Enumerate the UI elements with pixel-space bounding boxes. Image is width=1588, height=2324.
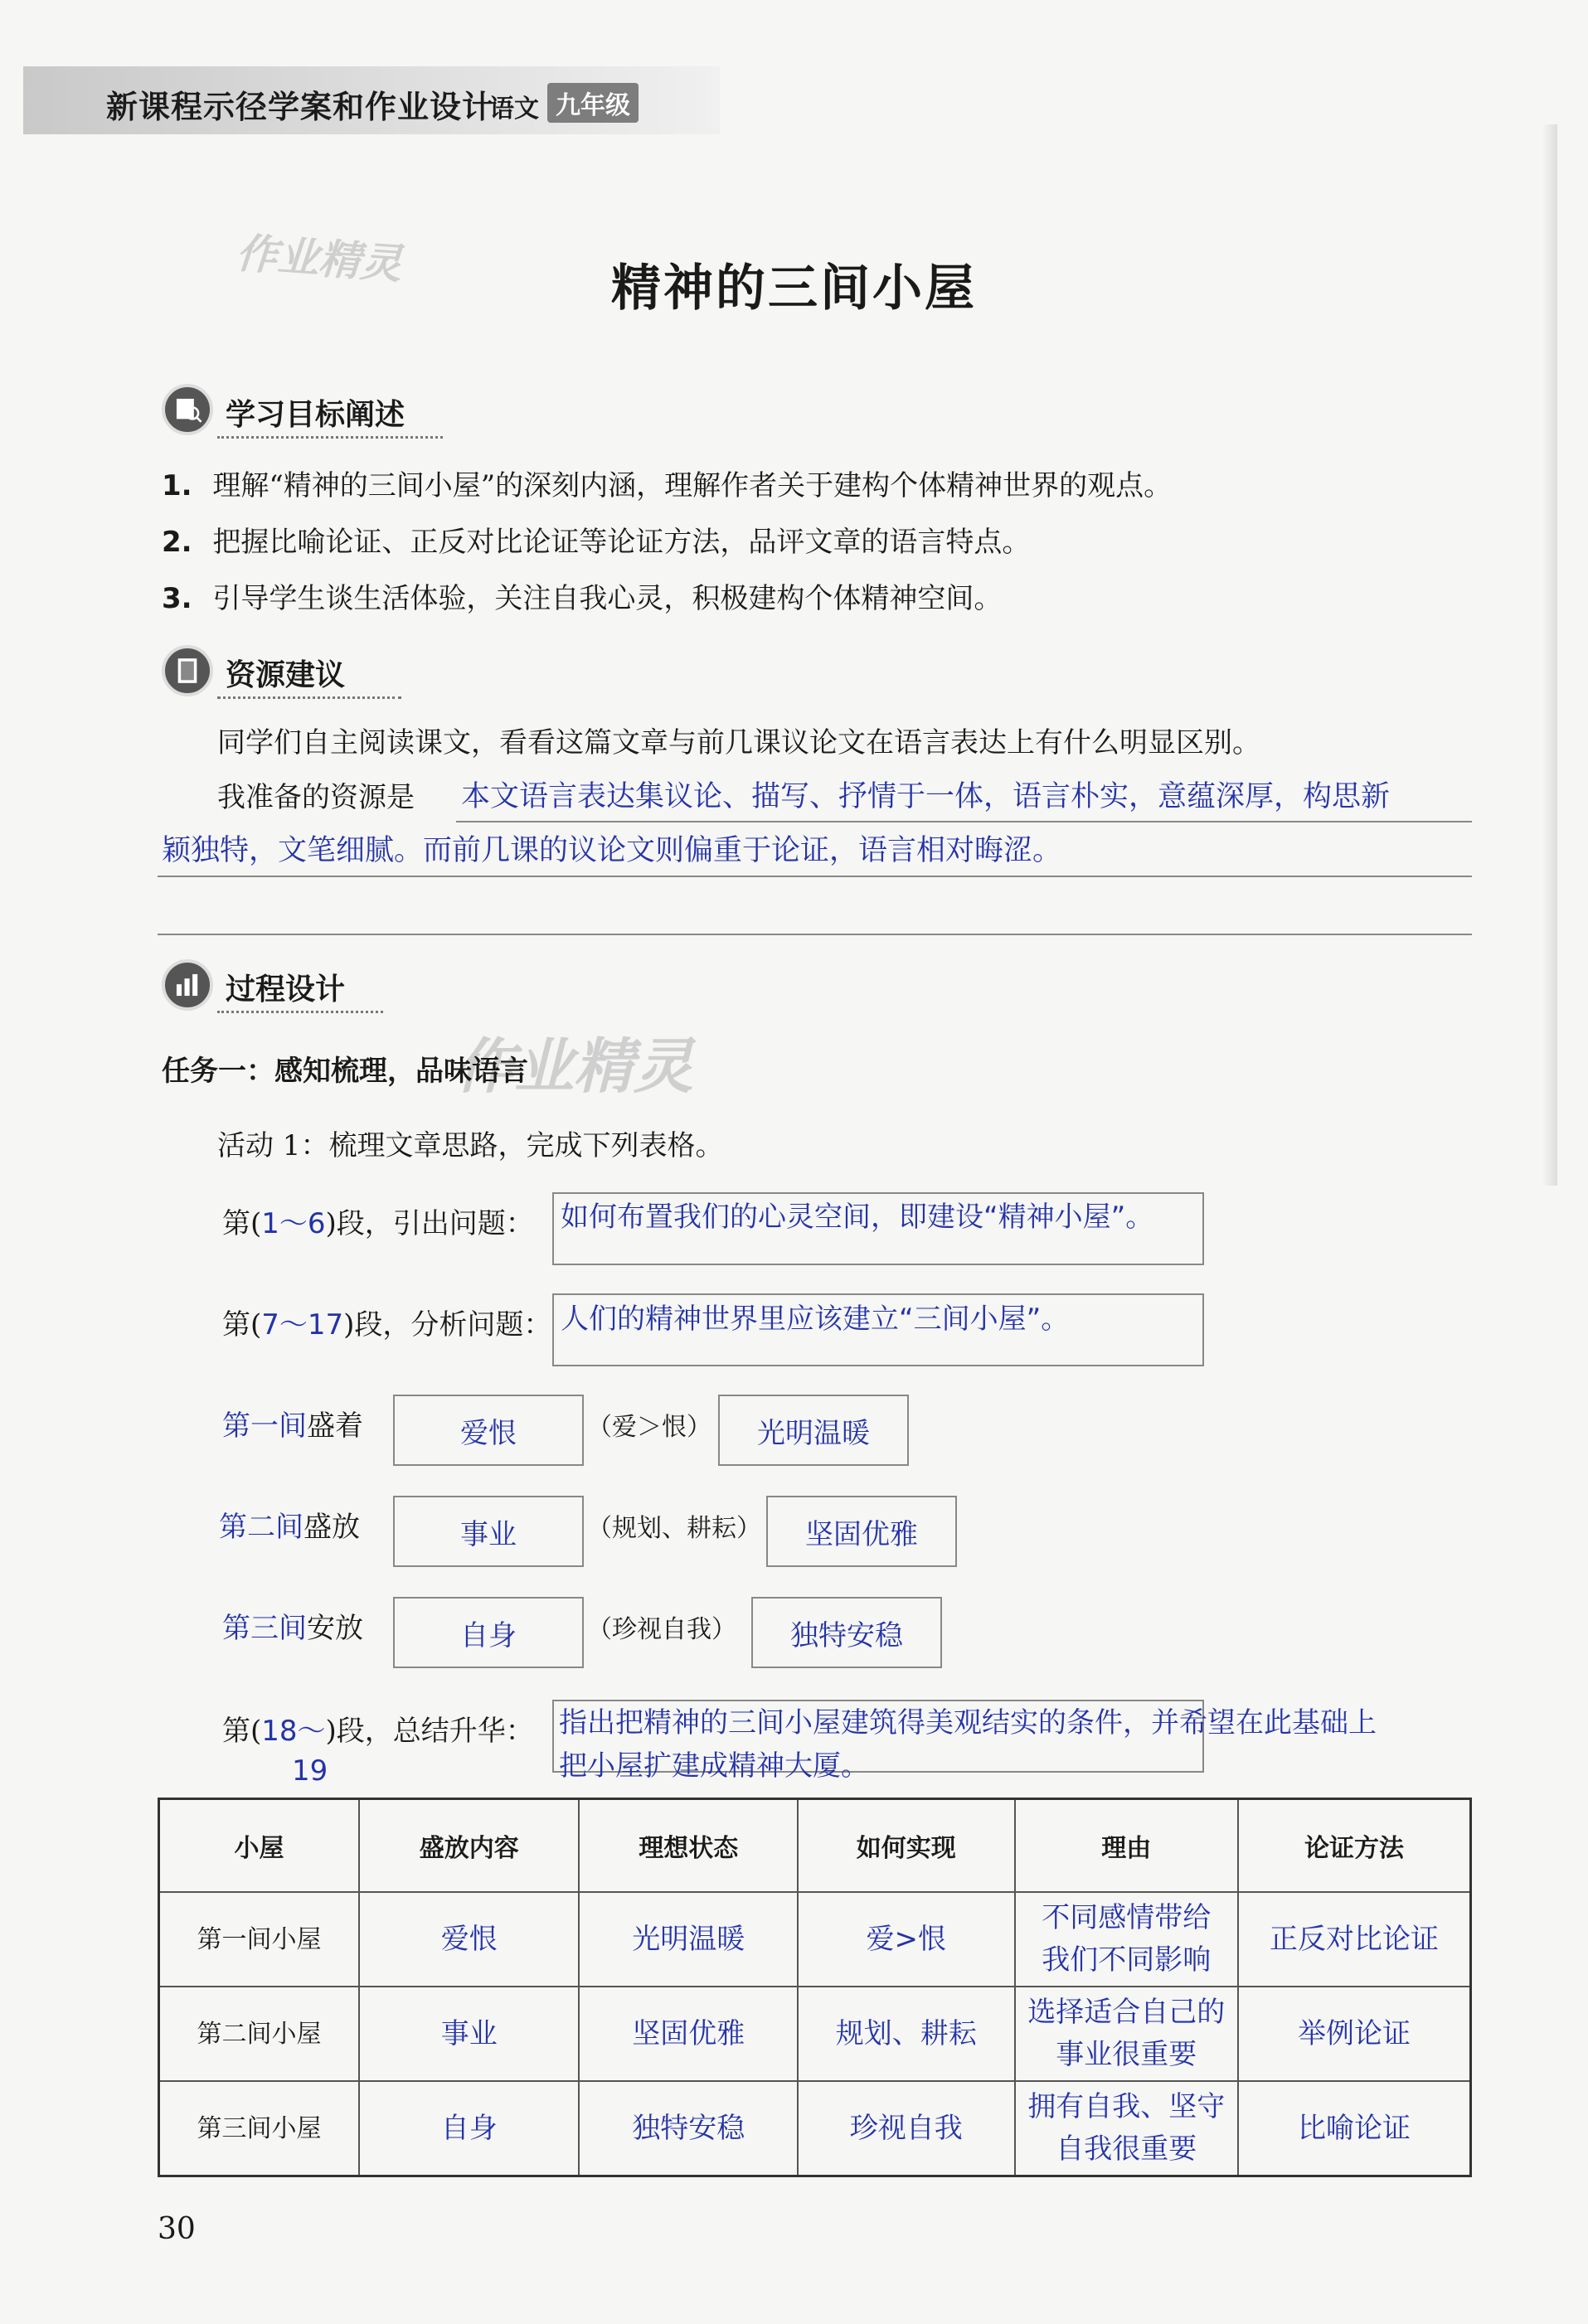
table-cell: 珍视自我 <box>798 2081 1015 2176</box>
table-cell: 坚固优雅 <box>579 1987 797 2081</box>
room-content-box: 自身 <box>393 1597 584 1668</box>
room-label: 第一间盛着 <box>222 1409 363 1443</box>
resources-prompt: 我准备的资源是 <box>217 781 415 814</box>
table-cell: 自身 <box>359 2081 579 2176</box>
table-cell: 爱>恨 <box>798 1892 1015 1987</box>
heading-underline <box>217 696 401 699</box>
table-cell: 爱恨 <box>359 1892 579 1987</box>
room-method: （规划、耕耘） <box>587 1514 761 1543</box>
table-cell: 独特安稳 <box>579 2081 797 2176</box>
resources-heading: 资源建议 <box>226 658 346 692</box>
task-heading: 任务一：感知梳理，品味语言 <box>162 1055 528 1088</box>
room-content-box: 爱恨 <box>393 1395 584 1466</box>
answer-text: 人们的精神世界里应该建立“三间小屋”。 <box>561 1303 1070 1336</box>
table-cell: 正反对比论证 <box>1238 1892 1470 1987</box>
series-title: 新课程示径学案和作业设计 <box>106 89 495 125</box>
column-header: 盛放内容 <box>359 1799 579 1893</box>
table-cell: 光明温暖 <box>579 1892 797 1987</box>
table-cell: 事业 <box>359 1987 579 2081</box>
table-row <box>159 1987 1471 2081</box>
table-cell: 规划、耕耘 <box>798 1987 1015 2081</box>
watermark: 作业精灵 <box>454 1031 694 1101</box>
answer-line <box>158 934 1472 935</box>
table-cell: 举例论证 <box>1238 1987 1470 2081</box>
paragraph-range-label: 第(7～17)段，分析问题： <box>222 1308 552 1342</box>
column-header: 如何实现 <box>798 1799 1015 1893</box>
room-method: （珍视自我） <box>587 1615 736 1644</box>
heading-underline <box>217 436 443 439</box>
room-state-box: 光明温暖 <box>718 1395 909 1466</box>
room-method: （爱＞恨） <box>587 1413 711 1442</box>
table-cell: 比喻论证 <box>1238 2081 1470 2176</box>
table-cell: 选择适合自己的 事业很重要 <box>1015 1987 1239 2081</box>
objective-item: 2. 把握比喻论证、正反对比论证等论证方法，品评文章的语言特点。 <box>162 526 1031 559</box>
table-cell: 不同感情带给 我们不同影响 <box>1015 1892 1239 1987</box>
table-cell: 第二间小屋 <box>159 1987 360 2081</box>
table-header-row <box>159 1799 1471 1893</box>
magnifier-book-icon <box>162 384 213 435</box>
paragraph-range-label: 第(1～6)段，引出问题： <box>222 1207 534 1240</box>
column-header: 小屋 <box>159 1799 360 1893</box>
resources-answer: 颖独特，文笔细腻。而前几课的议论文则偏重于论证，语言相对晦涩。 <box>162 834 1062 867</box>
watermark: 作业精灵 <box>234 229 404 289</box>
chart-icon <box>162 959 213 1011</box>
summary-table <box>158 1798 1472 2177</box>
resources-intro: 同学们自主阅读课文，看看这篇文章与前几课议论文在语言表达上有什么明显区别。 <box>217 726 1260 759</box>
grade-badge: 九年级 <box>547 83 639 123</box>
answer-text: 指出把精神的三间小屋建筑得美观结实的条件，并希望在此基础上 <box>559 1706 1377 1739</box>
room-state-box: 独特安稳 <box>751 1597 942 1668</box>
table-cell: 第三间小屋 <box>159 2081 360 2176</box>
page-title: 精神的三间小屋 <box>611 260 977 318</box>
table-cell: 拥有自我、坚守 自我很重要 <box>1015 2081 1239 2176</box>
page-number: 30 <box>158 2212 196 2246</box>
book-icon <box>162 645 213 696</box>
resources-answer: 本文语言表达集议论、描写、抒情于一体，语言朴实，意蕴深厚，构思新 <box>461 780 1391 813</box>
answer-text: 如何布置我们的心灵空间，即建设“精神小屋”。 <box>561 1201 1154 1234</box>
room-label: 第二间盛放 <box>219 1511 360 1544</box>
activity-instruction: 活动 1：梳理文章思路，完成下列表格。 <box>217 1129 724 1162</box>
paragraph-range-label: 第(18～)段，总结升华： <box>222 1715 534 1748</box>
column-header: 论证方法 <box>1238 1799 1470 1893</box>
room-content-box: 事业 <box>393 1496 584 1567</box>
answer-line <box>456 821 1472 822</box>
room-state-box: 坚固优雅 <box>766 1496 957 1567</box>
answer-text: 把小屋扩建成精神大厦。 <box>559 1749 869 1783</box>
objective-item: 3. 引导学生谈生活体验，关注自我心灵，积极建构个体精神空间。 <box>162 582 1003 615</box>
objectives-heading: 学习目标阐述 <box>226 398 405 432</box>
column-header: 理由 <box>1015 1799 1239 1893</box>
column-header: 理想状态 <box>579 1799 797 1893</box>
table-cell: 第一间小屋 <box>159 1892 360 1987</box>
subject-label: 语文 <box>489 95 539 124</box>
objective-item: 1. 理解“精神的三间小屋”的深刻内涵，理解作者关于建构个体精神世界的观点。 <box>162 469 1173 502</box>
room-label: 第三间安放 <box>222 1612 363 1645</box>
heading-underline <box>217 1011 383 1013</box>
table-row <box>159 2081 1471 2176</box>
process-heading: 过程设计 <box>226 973 346 1007</box>
answer-line <box>158 876 1472 877</box>
paragraph-range-continuation: 19 <box>292 1754 328 1788</box>
table-row <box>159 1892 1471 1987</box>
